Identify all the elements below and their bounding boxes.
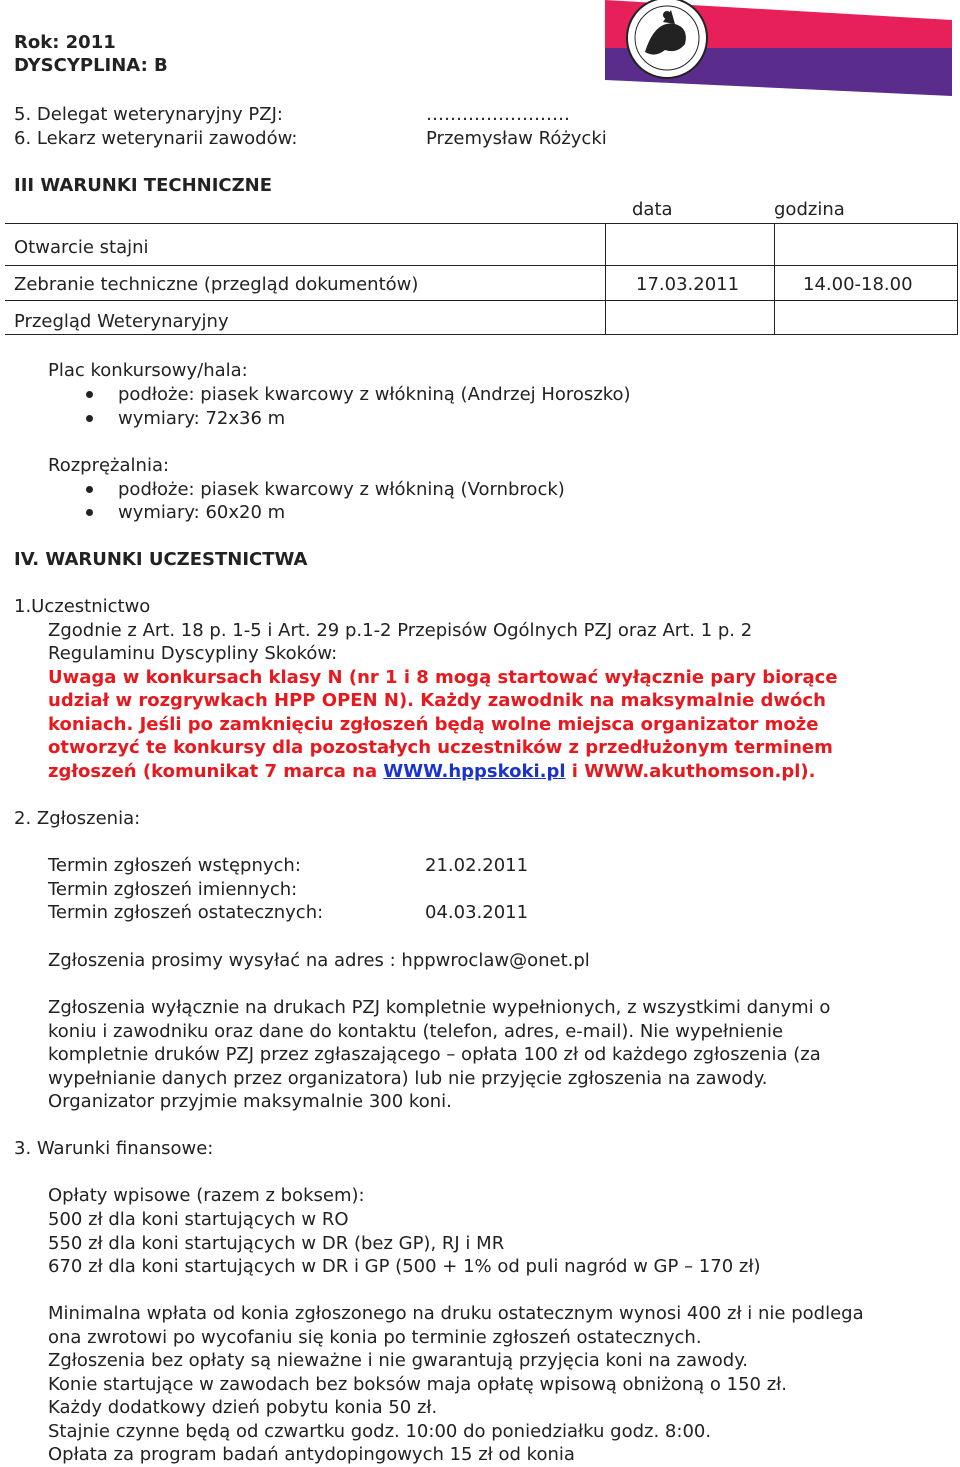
header-discipline: DYSCYPLINA: B	[14, 55, 168, 76]
uczestnictwo-text: Regulaminu Dyscypliny Skoków:	[48, 643, 338, 664]
note-line: Zgłoszenia bez opłaty są nieważne i nie gwarantują przyjęcia koni na zawody.	[48, 1350, 748, 1371]
note-line: Każdy dodatkowy dzień pobytu konia 50 zł.	[48, 1397, 438, 1418]
term-value: 21.02.2011	[425, 855, 529, 876]
bullet-icon	[86, 415, 93, 422]
zgloszenia-paragraph-line: koniu i zawodniku oraz dane do kontaktu (telefon, adres, e-mail). Nie wypełnienie	[48, 1021, 784, 1042]
note-line: Opłata za program badań antydopingowych 15 zł od konia	[48, 1444, 575, 1465]
fee-line: Opłaty wpisowe (razem z boksem):	[48, 1185, 365, 1206]
table-row-data: 17.03.2011	[636, 274, 740, 295]
warning-text: udział w rozgrywkach HPP OPEN N). Każdy zawodnik na maksymalnie dwóch	[48, 690, 826, 711]
term-label: Termin zgłoszeń ostatecznych:	[48, 902, 324, 923]
term-value: 04.03.2011	[425, 902, 529, 923]
list-item: wymiary: 72x36 m	[118, 408, 286, 429]
official-vet-value: Przemysław Różycki	[426, 128, 607, 149]
column-header-data: data	[632, 199, 673, 220]
zgloszenia-address: Zgłoszenia prosimy wysyłać na adres : hppwroclaw@onet.pl	[48, 950, 590, 971]
term-label: Termin zgłoszeń wstępnych:	[48, 855, 301, 876]
official-vet-label: 6. Lekarz weterynarii zawodów:	[14, 128, 298, 149]
warning-text: otworzyć te konkursy dla pozostałych uczestników z przedłużonym terminem	[48, 737, 833, 758]
section-3-title: III WARUNKI TECHNICZNE	[14, 175, 273, 196]
bullet-icon	[86, 391, 93, 398]
warning-text: Uwaga w konkursach klasy N (nr 1 i 8 mogą startować wyłącznie pary biorące	[48, 667, 838, 688]
hppskoki-link[interactable]: WWW.hppskoki.pl	[383, 761, 566, 782]
uczestnictwo-heading: 1.Uczestnictwo	[14, 596, 151, 617]
finanse-heading: 3. Warunki finansowe:	[14, 1138, 214, 1159]
note-line: ona zwrotowi po wycofaniu się konia po terminie zgłoszeń ostatecznych.	[48, 1327, 702, 1348]
zgloszenia-paragraph-line: Zgłoszenia wyłącznie na drukach PZJ kompletnie wypełnionych, z wszystkimi danymi o	[48, 997, 831, 1018]
list-item: podłoże: piasek kwarcowy z włókniną (Vornbrock)	[118, 479, 565, 500]
zgloszenia-paragraph-line: Organizator przyjmie maksymalnie 300 koni.	[48, 1091, 452, 1112]
zgloszenia-paragraph-line: kompletnie druków PZJ przez zgłaszającego – opłata 100 zł od każdego zgłoszenia (za	[48, 1044, 821, 1065]
zgloszenia-heading: 2. Zgłoszenia:	[14, 808, 141, 829]
plac-title: Plac konkursowy/hala:	[48, 360, 248, 381]
term-label: Termin zgłoszeń imiennych:	[48, 879, 298, 900]
official-delegate-value: ……………………	[426, 104, 570, 125]
table-row-godzina: 14.00-18.00	[803, 274, 913, 295]
uczestnictwo-text: Zgodnie z Art. 18 p. 1-5 i Art. 29 p.1-2 Przepisów Ogólnych PZJ oraz Art. 1 p. 2	[48, 620, 753, 641]
table-row-label: Otwarcie stajni	[14, 237, 149, 258]
table-row-label: Przegląd Weterynaryjny	[14, 311, 229, 332]
warning-text-part: zgłoszeń (komunikat 7 marca na	[48, 761, 384, 782]
warning-text	[48, 761, 815, 783]
section-4-title: IV. WARUNKI UCZESTNICTWA	[14, 549, 308, 570]
list-item: podłoże: piasek kwarcowy z włókniną (Andrzej Horoszko)	[118, 384, 631, 405]
rozprezalnia-title: Rozprężalnia:	[48, 455, 170, 476]
header-year: Rok: 2011	[14, 32, 116, 53]
fee-line: 500 zł dla koni startujących w RO	[48, 1209, 349, 1230]
official-delegate-label: 5. Delegat weterynaryjny PZJ:	[14, 104, 283, 125]
fee-line: 550 zł dla koni startujących w DR (bez GP), RJ i MR	[48, 1233, 505, 1254]
bullet-icon	[86, 509, 93, 516]
table-row-label: Zebranie techniczne (przegląd dokumentów)	[14, 274, 419, 295]
note-line: Konie startujące w zawodach bez boksów maja opłatę wpisową obniżoną o 150 zł.	[48, 1374, 788, 1395]
hpp-flag-logo-icon	[605, 0, 952, 96]
note-line: Stajnie czynne będą od czwartku godz. 10:00 do poniedziałku godz. 8:00.	[48, 1421, 712, 1442]
note-line: Minimalna wpłata od konia zgłoszonego na druku ostatecznym wynosi 400 zł i nie podlega	[48, 1303, 864, 1324]
warning-text: koniach. Jeśli po zamknięciu zgłoszeń będą wolne miejsca organizator może	[48, 714, 819, 735]
fee-line: 670 zł dla koni startujących w DR i GP (500 + 1% od puli nagród w GP – 170 zł)	[48, 1256, 761, 1277]
bullet-icon	[86, 486, 93, 493]
warning-text-part: i WWW.akuthomson.pl).	[565, 761, 816, 782]
column-header-godzina: godzina	[774, 199, 845, 220]
list-item: wymiary: 60x20 m	[118, 502, 286, 523]
zgloszenia-paragraph-line: wypełnianie danych przez organizatora) lub nie przyjęcie zgłoszenia na zawody.	[48, 1068, 768, 1089]
